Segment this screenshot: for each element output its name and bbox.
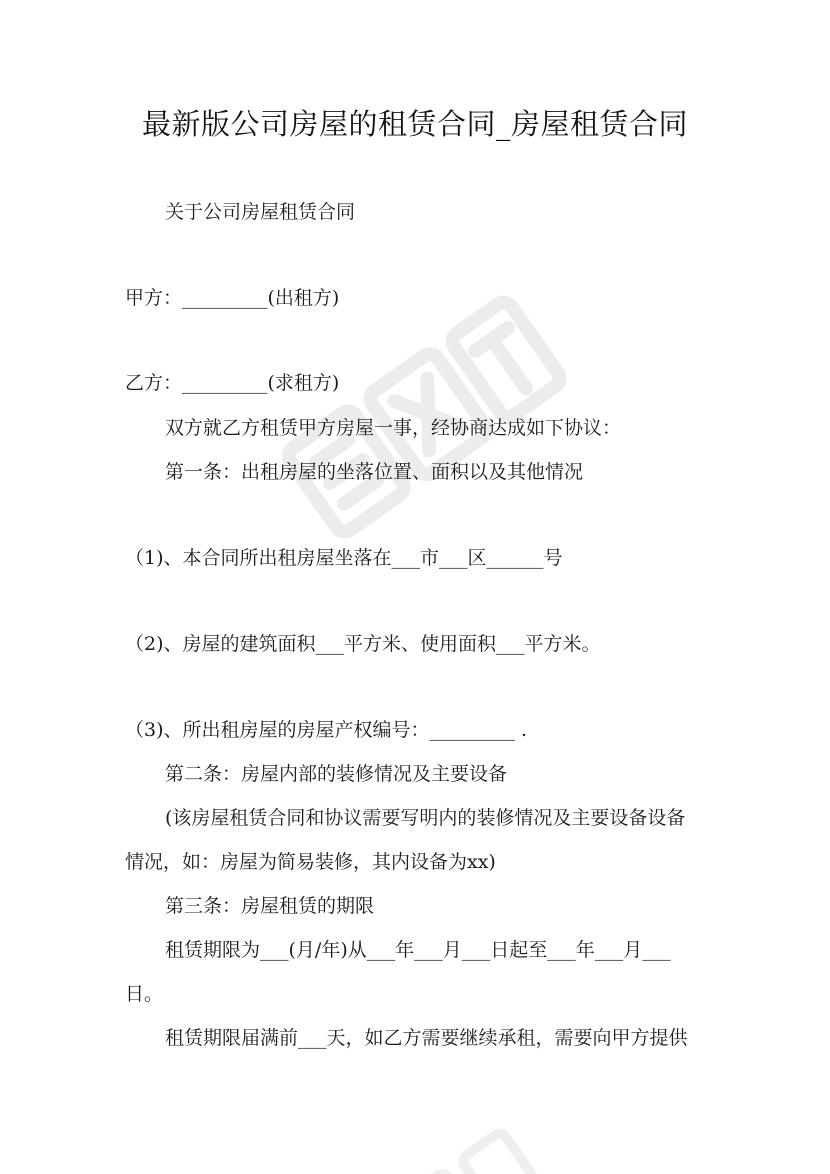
article-3-term-line-1: 租赁期限为___(月/年)从___年___月___日起至___年___月___ <box>165 939 671 961</box>
article-1-heading: 第一条：出租房屋的坐落位置、面积以及其他情况 <box>165 461 584 483</box>
document-title: 最新版公司房屋的租赁合同_房屋租赁合同 <box>141 107 688 141</box>
article-1-item-1: （1)、本合同所出租房屋坐落在___市___区______号 <box>125 547 563 569</box>
article-2-heading: 第二条：房屋内部的装修情况及主要设备 <box>165 763 508 785</box>
watermark-logo-icon <box>380 1110 580 1174</box>
article-2-note-line-2: 情况，如：房屋为简易装修，其内设备为xx) <box>125 851 496 873</box>
article-3-heading: 第三条：房屋租赁的期限 <box>165 895 375 917</box>
article-2-note-line-1: (该房屋租赁合同和协议需要写明内的装修情况及主要设备设备 <box>165 807 686 829</box>
article-1-item-3: （3)、所出租房屋的房屋产权编号：_________ . <box>125 719 528 741</box>
article-3-renew-line-1: 租赁期限届满前___天，如乙方需要继续承租，需要向甲方提供 <box>165 1027 688 1049</box>
article-1-item-2: （2)、房屋的建筑面积___平方米、使用面积___平方米。 <box>125 633 601 655</box>
intro-paragraph: 双方就乙方租赁甲方房屋一事，经协商达成如下协议： <box>165 417 622 439</box>
party-a-line: 甲方：_________(出租方) <box>125 287 340 309</box>
subtitle: 关于公司房屋租赁合同 <box>165 201 356 223</box>
party-b-line: 乙方：_________(求租方) <box>125 372 340 394</box>
article-3-term-line-2: 日。 <box>125 983 164 1005</box>
